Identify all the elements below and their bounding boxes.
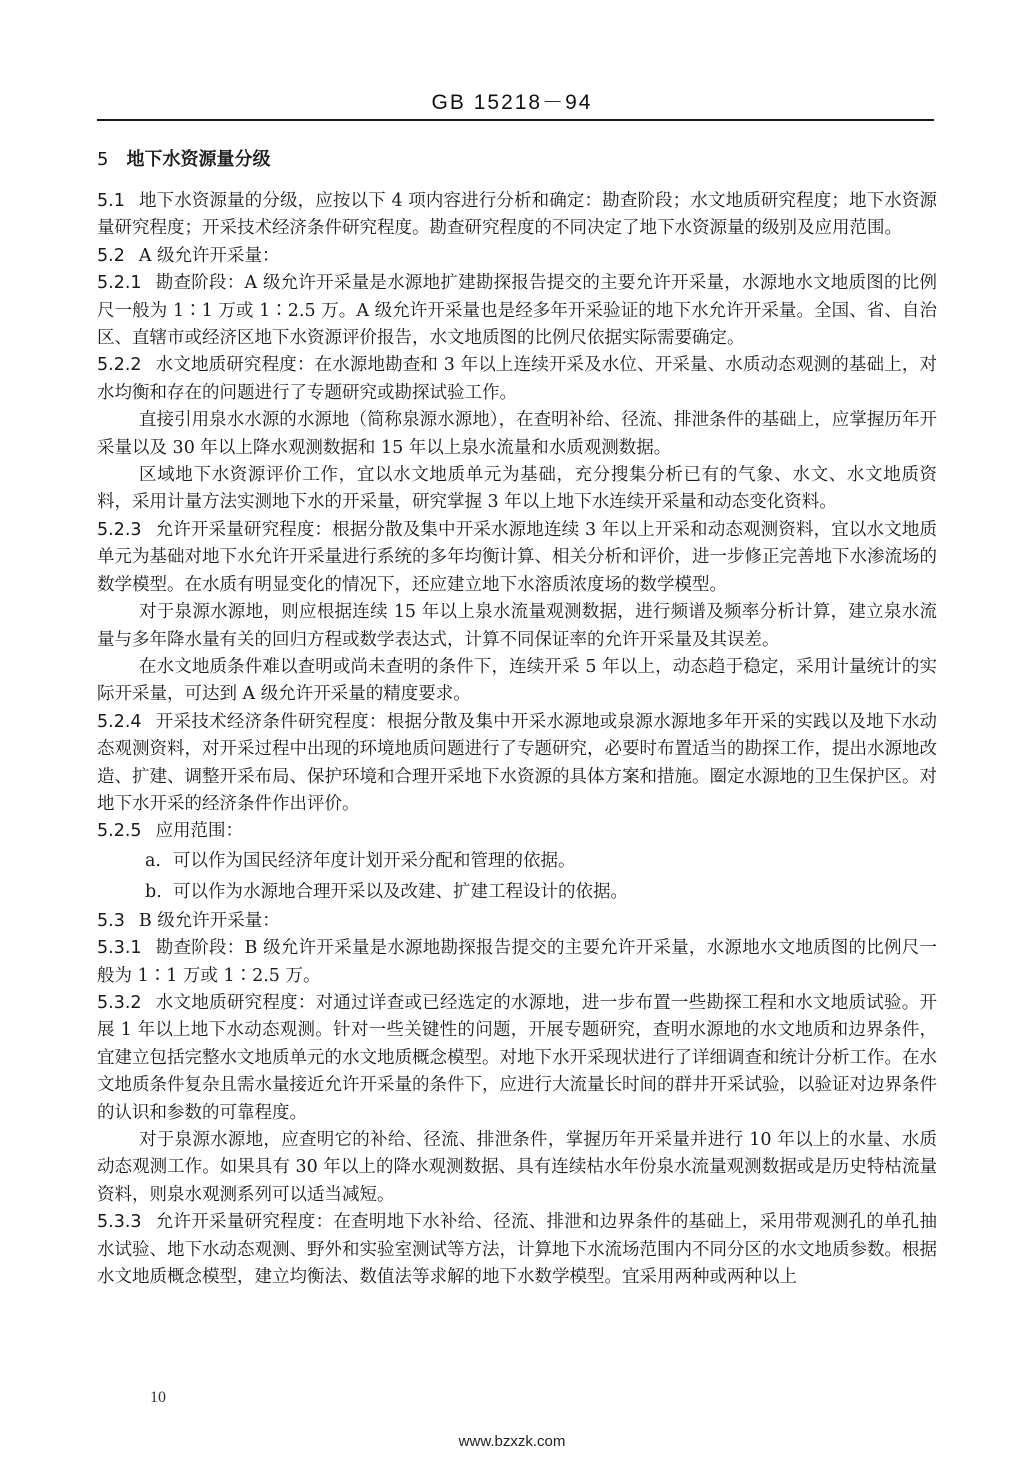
paragraph: 5.2.5 应用范围： — [97, 821, 244, 842]
paragraph: 直接引用泉水水源的水源地（简称泉源水源地），在查明补给、径流、排泄条件的基础上，应掌握历年开采量以及 30 年以上降水观测数据和 15 年以上泉水流量和水质观测数据。 — [97, 410, 937, 458]
paragraph: 5.3 B 级允许开采量： — [97, 910, 280, 931]
paragraph: 5.2.3 允许开采量研究程度：根据分散及集中开采水源地连续 3 年以上开采和动态观测资料，宜以水文地质单元为基础对地下水允许开采量进行系统的多年均衡计算、相关分析和评价，进一步修正完善地下水渗流场的数学模型。在水质有明显变化的情况下，还应建立地下水溶质浓度场的数学模型。 — [97, 519, 937, 595]
paragraph: 5.2.4 开采技术经济条件研究程度：根据分散及集中开采水源地或泉源水源地多年开采的实践以及地下水动态观测资料，对开采过程中出现的环境地质问题进行了专题研究，必要时布置适当的勘探工作，提出水源地改造、扩建、调整开采布局、保护环境和合理开采地下水资源的具体方案和措施。圈定水源地的卫生保护区。对地下水开采的经济条件作出评价。 — [97, 711, 937, 814]
standard-code-header: GB 15218－94 — [431, 91, 593, 114]
paragraph: 5.3.2 水文地质研究程度：对通过详查或已经选定的水源地，进一步布置一些勘探工程和水文地质试验。开展 1 年以上地下水动态观测。针对一些关键性的问题，开展专题研究，查明水源地的水文地质和边界条件，宜建立包括完整水文地质单元的水文地质概念模型。对地下水开采现状进行了详细调查和统计分析工作。在水文地质条件复杂且需水量接近允许开采量的条件下，应进行大流量长时间的群井开采试验，以验证对边界条件的认识和参数的可靠程度。 — [97, 992, 937, 1123]
paragraph: 5.2.1 勘查阶段：A 级允许开采量是水源地扩建勘探报告提交的主要允许开采量，水源地水文地质图的比例尺一般为 1∶1 万或 1∶2.5 万。A 级允许开采量也是经多年开采验证的地下水允许开采量。全国、省、自治区、直辖市或经济区地下水资源评价报告，水文地质图的比例尺依据实际需要确定。 — [97, 273, 937, 349]
list-item: a. 可以作为国民经济年度计划开采分配和管理的依据。 — [145, 850, 576, 871]
paragraph: 5.2.2 水文地质研究程度：在水源地勘查和 3 年以上连续开采及水位、开采量、水质动态观测的基础上，对水均衡和存在的问题进行了专题研究或勘探试验工作。 — [97, 355, 937, 403]
list-item: b. 可以作为水源地合理开采以及改建、扩建工程设计的依据。 — [145, 881, 628, 902]
page-number: 10 — [150, 1389, 166, 1406]
paragraph: 5.2 A 级允许开采量： — [97, 245, 280, 266]
header-rule — [97, 119, 934, 121]
footer-url: www.bzxzk.com — [458, 1433, 566, 1450]
paragraph: 区域地下水资源评价工作，宜以水文地质单元为基础，充分搜集分析已有的气象、水文、水文地质资料，采用计量方法实测地下水的开采量，研究掌握 3 年以上地下水连续开采量和动态变化资料。 — [97, 465, 937, 513]
paragraph: 5.1 地下水资源量的分级，应按以下 4 项内容进行分析和确定：勘查阶段；水文地质研究程度；地下水资源量研究程度；开采技术经济条件研究程度。勘查研究程度的不同决定了地下水资源量的级别及应用范围。 — [97, 191, 937, 239]
content — [97, 146, 937, 1291]
section-title: 地下水资源量分级 — [126, 149, 271, 170]
paragraph: 对于泉源水源地，应查明它的补给、径流、排泄条件，掌握历年开采量并进行 10 年以上的水量、水质动态观测工作。如果具有 30 年以上的降水观测数据、具有连续枯水年份泉水流量观测数据或是历史特枯流量资料，则泉水观测系列可以适当减短。 — [97, 1130, 937, 1205]
paragraph: 对于泉源水源地，则应根据连续 15 年以上泉水流量观测数据，进行频谱及频率分析计算，建立泉水流量与多年降水量有关的回归方程或数学表达式，计算不同保证率的允许开采量及其误差。 — [97, 602, 937, 650]
paragraph: 在水文地质条件难以查明或尚未查明的条件下，连续开采 5 年以上，动态趋于稳定，采用计量统计的实际开采量，可达到 A 级允许开采量的精度要求。 — [97, 656, 937, 705]
section-number: 5 — [97, 149, 109, 170]
paragraph: 5.3.1 勘查阶段：B 级允许开采量是水源地勘探报告提交的主要允许开采量，水源地水文地质图的比例尺一般为 1∶1 万或 1∶2.5 万。 — [97, 938, 937, 986]
section-heading — [97, 146, 937, 174]
paragraph: 5.3.3 允许开采量研究程度：在查明地下水补给、径流、排泄和边界条件的基础上，采用带观测孔的单孔抽水试验、地下水动态观测、野外和实验室测试等方法，计算地下水流场范围内不同分区的水文地质参数。根据水文地质概念模型，建立均衡法、数值法等求解的地下水数学模型。宜采用两种或两种以上 — [97, 1212, 937, 1288]
